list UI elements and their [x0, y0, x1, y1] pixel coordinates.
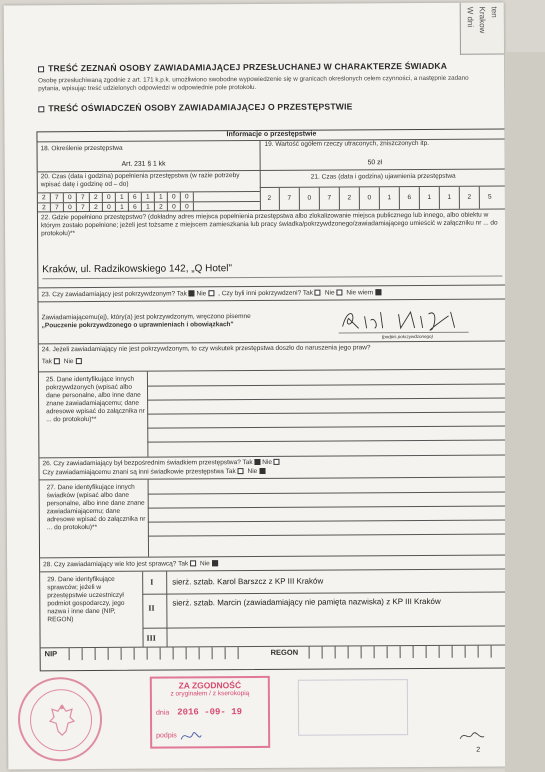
field-26b: Czy zawiadamiającemu znani są inni świadkowie przestępstwa Tak Nie — [40, 468, 266, 477]
checkbox-26-nie[interactable] — [274, 459, 280, 465]
note-171: Osobę przesłuchiwaną zgodnie z art. 171 k.p.k. umożliwiono swobodne wypowiedzenie się w granicach określonych celem czynności, a następnie zadano pytania, wpisując treść udzielonych odpowiedzi w odpowiednie pole protokołu. — [38, 74, 469, 93]
nip-label: NIP — [44, 649, 58, 659]
tab-text: ten — [489, 6, 499, 18]
checkbox-26b-tak[interactable] — [237, 468, 243, 474]
checkbox-24-tak[interactable] — [54, 358, 60, 364]
field-19-label: 19. Wartość ogółem rzeczy utraconych, zniszczonych itp. — [264, 139, 430, 148]
roman-2: II — [148, 603, 155, 613]
signature — [339, 306, 469, 333]
field-24-options: Tak Nie — [39, 358, 86, 366]
row-18-19 — [38, 139, 506, 172]
checkbox-28-nie[interactable] — [212, 561, 218, 567]
eagle-emblem-icon — [48, 701, 76, 737]
sprawca-2[interactable]: sierż. sztab. Marcin (zawiadamiający nie pamięta nazwiska) z KP III Kraków — [172, 596, 441, 608]
checkbox-28-tak[interactable] — [190, 561, 196, 567]
heading-declaration: TREŚĆ OŚWIADCZEŃ OSOBY ZAWIADAMIAJĄCEJ O PRZESTĘPSTWIE — [38, 101, 352, 113]
sprawca-1[interactable]: sierż. sztab. Karol Barszcz z KP III Kraków — [172, 576, 324, 587]
field-21-label: 21. Czas (data i godzina) ujawnienia przestępstwa — [310, 172, 456, 181]
stamp-title: ZA ZGODNOŚĆ — [178, 680, 242, 691]
checkbox-declaration[interactable] — [38, 106, 44, 112]
field-27-label: 27. Dane identyfikujące innych świadków (wpisać albo dane personalne, albo inne dane znane zawiadamiającemu; dane adresowe wpisać do załącznika nr ... do protokołu)** — [46, 483, 146, 532]
row-pouczenie — [38, 299, 506, 344]
conformity-stamp — [150, 676, 270, 749]
checkbox-23b-nie[interactable] — [336, 290, 342, 296]
field-24-label: 24. Jeżeli zawiadamiający nie jest pokrzywdzonym, to czy wskutek przestępstwa doszło do naruszenia jego praw? — [41, 344, 371, 354]
field-25-label: 25. Dane identyfikujące innych pokrzywdzonych (wpisać albo dane personalne, albo inne dane znane zawiadamiającemu; dane adresowe wpisać do załącznika nr ... do protokołu)** — [45, 375, 145, 424]
heading-statement: TREŚĆ ZEZNAŃ OSOBY ZAWIADAMIAJĄCEJ PRZESŁUCHANEJ W CHARAKTERZE ŚWIADKA — [38, 61, 447, 73]
stamp-sign-row: podpis — [152, 729, 268, 742]
checkbox-26b-nie[interactable] — [259, 468, 265, 474]
checkbox-26-tak[interactable] — [254, 459, 260, 465]
regon-boxes[interactable] — [309, 645, 509, 658]
row-26 — [39, 455, 507, 480]
checkbox-23b-tak[interactable] — [315, 290, 321, 296]
background-edge — [505, 52, 545, 772]
stamp-date-row: dnia 2016 -09- 19 — [155, 707, 243, 718]
form-title: Informacje o przestępstwie — [226, 130, 317, 139]
checkbox-23b-niewiem[interactable] — [375, 290, 381, 296]
crime-info-form — [36, 128, 508, 671]
checkbox-statement[interactable] — [38, 66, 44, 72]
field-19-value[interactable]: 50 zł — [367, 159, 383, 167]
row-24 — [39, 341, 507, 372]
field-22-value[interactable]: Kraków, ul. Radzikowskiego 142, „Q Hotel" — [42, 263, 233, 276]
field-26: 26. Czy zawiadamiający był bezpośrednim świadkiem przestępstwa? Tak Nie — [39, 459, 283, 468]
checkbox-24-nie[interactable] — [75, 358, 81, 364]
row-27 — [40, 477, 508, 558]
round-seal — [18, 677, 103, 762]
field-20-row1[interactable]: 2 7 0 7 2 0 1 6 1 1 0 0 — [38, 191, 260, 202]
tab-text: Krakow — [477, 6, 487, 34]
pouczenie-line2: „Pouczenie pokrzywdzonego o uprawnieniach i obowiązkach" — [41, 321, 234, 330]
tab-text: W dni — [465, 6, 475, 28]
field-28: 28. Czy zawiadamiający wie kto jest sprawcą? Tak Nie — [40, 560, 218, 569]
field-20-row2[interactable]: 2 7 0 7 2 0 1 6 1 2 0 0 — [38, 201, 260, 212]
nip-boxes[interactable] — [69, 647, 269, 660]
field-29-label: 29. Dane identyfikujące sprawców; jeżeli w przestępstwie uczestniczył podmiot gospodarczy, jego nazwa i inne dane (NIP, REGON) — [47, 575, 125, 624]
regon-label: REGON — [270, 647, 299, 657]
field-22-label: 22. Gdzie popełniono przestępstwo? (dokładny adres miejsca popełnienia przestępstwa albo zlokalizowanie miejsca publicznego lub innego, albo obiektu w którym zostało popełnione; jeżeli jest tożsame z miejscem zamieszkania lub pracy świadka/pokrzywdzonego/zawiadamiającego umieścić w załączniku nr ... do protokołu)** — [40, 211, 498, 238]
field-20-label: 20. Czas (data i godzina) popełnienia przestępstwa (w razie potrzeby wpisać datę i godzinę od – do) — [40, 172, 240, 189]
stamp-signature — [179, 729, 203, 741]
roman-3: III — [146, 633, 156, 643]
row-29 — [40, 569, 508, 648]
row-20-21 — [38, 169, 506, 212]
pouczenie-line1: Zawiadamiającemu(ej), który(a) jest pokrzywdzonym, wręczono pisemne — [41, 313, 251, 322]
checkbox-23-tak[interactable] — [189, 291, 195, 297]
row-nip-regon — [41, 645, 509, 660]
page-number: 2 — [476, 746, 481, 754]
field-21-digits[interactable]: 2 7 0 7 2 0 1 6 1 1 2 5 — [260, 185, 508, 210]
row-25 — [39, 369, 508, 458]
folded-tab — [460, 2, 504, 54]
stamp-date: 2016 -09- 19 — [177, 707, 243, 718]
document-page — [4, 2, 509, 769]
field-18-value[interactable]: Art. 231 § 1 kk — [121, 160, 166, 168]
roman-1: I — [150, 577, 154, 587]
initials-mark — [458, 729, 488, 743]
signature-caption: (podpis pokrzywdzonego) — [381, 333, 433, 340]
field-23: 23. Czy zawiadamiający jest pokrzywdzonym? Tak Nie , Czy byli inni pokrzywdzeni? Tak Nie Nie wiem — [38, 289, 381, 299]
field-18-label: 18. Określenie przestępstwa — [40, 144, 123, 153]
stamp-subtitle: z oryginałem / z kserokopią — [170, 690, 250, 698]
faded-stamp — [298, 679, 408, 736]
row-22 — [38, 209, 506, 288]
checkbox-23-nie[interactable] — [208, 291, 214, 297]
